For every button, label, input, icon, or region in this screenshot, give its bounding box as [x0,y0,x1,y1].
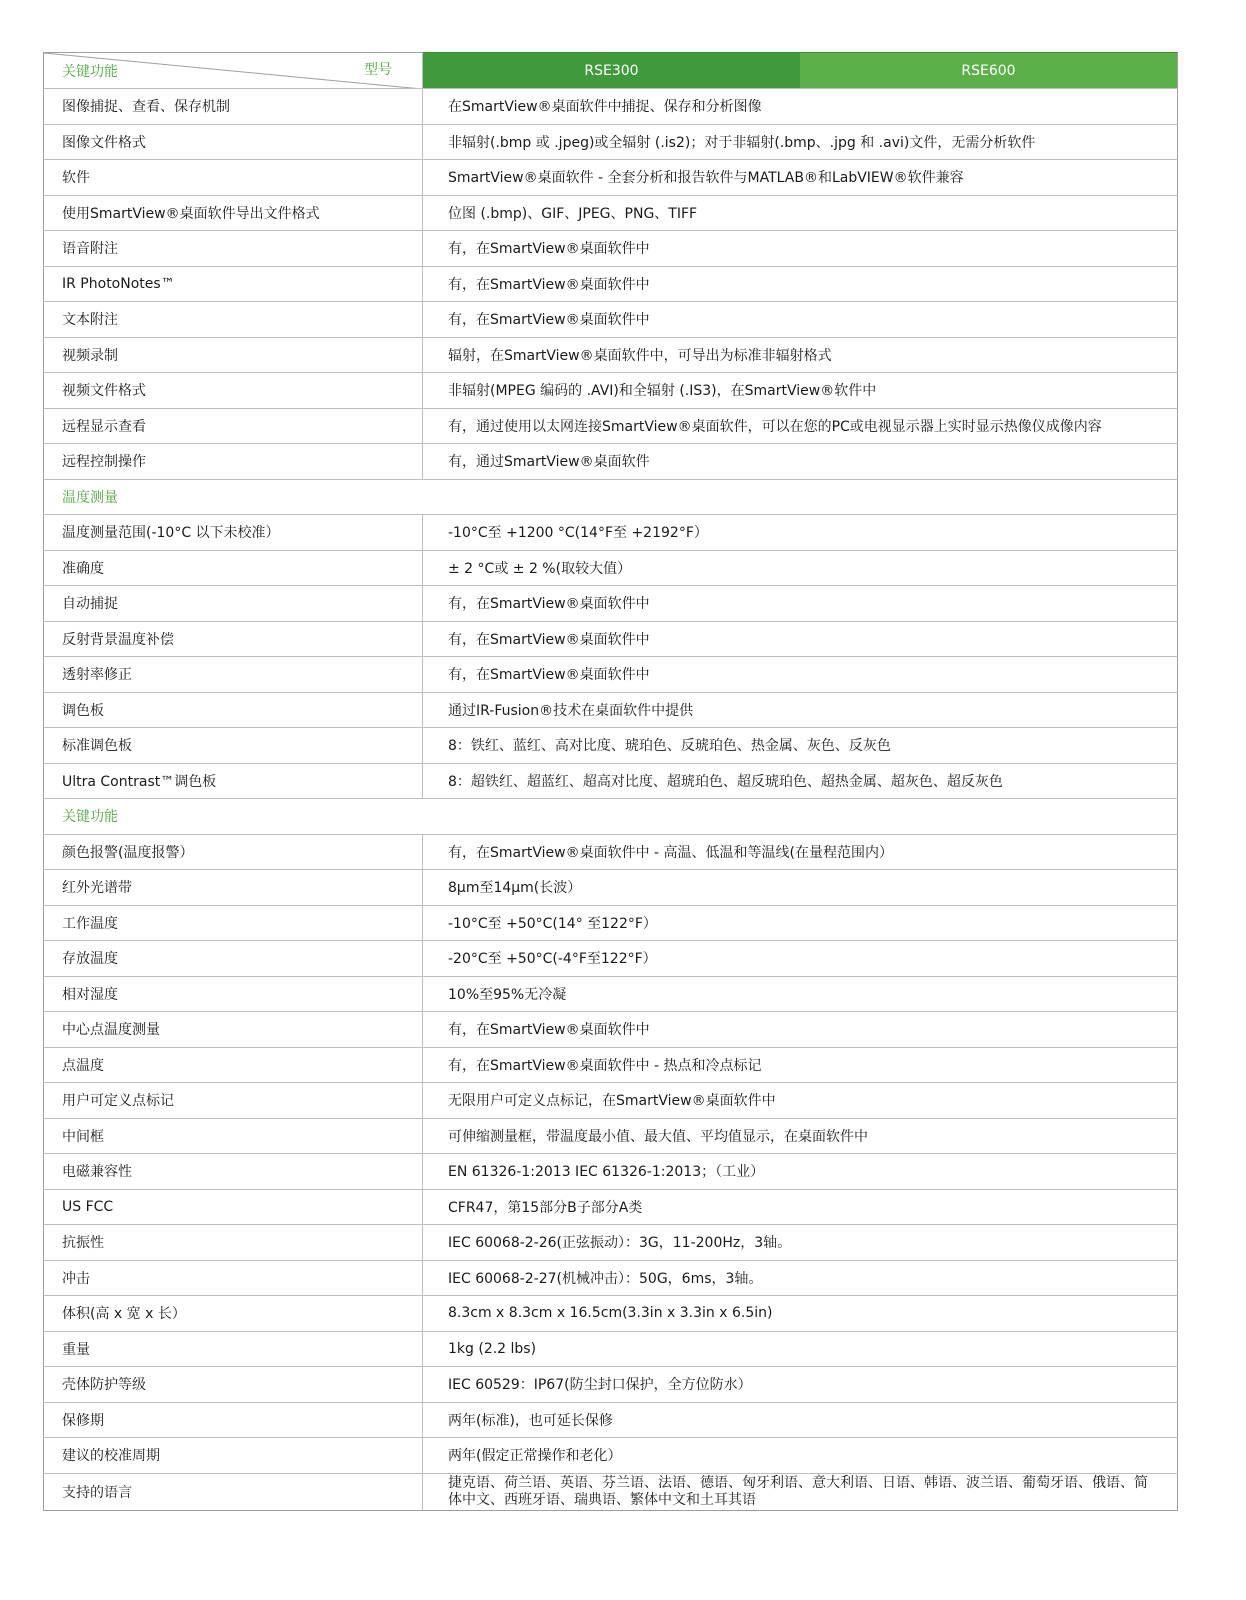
spec-value: 通过IR-Fusion®技术在桌面软件中提供 [423,692,1178,728]
spec-label: 软件 [44,160,423,196]
spec-value: 有，在SmartView®桌面软件中 - 高温、低温和等温线(在量程范围内） [423,834,1178,870]
spec-label: 图像文件格式 [44,124,423,160]
spec-row [44,621,1178,657]
spec-label: 文本附注 [44,302,423,338]
spec-value: 有，在SmartView®桌面软件中 - 热点和冷点标记 [423,1047,1178,1083]
spec-value: 可伸缩测量框，带温度最小值、最大值、平均值显示，在桌面软件中 [423,1118,1178,1154]
spec-row [44,905,1178,941]
spec-row [44,763,1178,799]
spec-label: 远程控制操作 [44,444,423,480]
spec-label: Ultra Contrast™调色板 [44,763,423,799]
section-heading: 关键功能 [44,799,1178,835]
spec-label: 用户可定义点标记 [44,1083,423,1119]
section-heading-row [44,799,1178,835]
spec-value: 有，在SmartView®桌面软件中 [423,1012,1178,1048]
spec-value: IEC 60068-2-26(正弦振动）：3G，11-200Hz，3轴。 [423,1225,1178,1261]
spec-row [44,373,1178,409]
spec-label: 电磁兼容性 [44,1154,423,1190]
spec-value: 8μm至14μm(长波） [423,870,1178,906]
spec-row [44,834,1178,870]
spec-label: 温度测量范围(-10°C 以下未校准） [44,515,423,551]
spec-label: 标准调色板 [44,728,423,764]
spec-label: 视频录制 [44,337,423,373]
spec-label: 图像捕捉、查看、保存机制 [44,89,423,125]
spec-row [44,1225,1178,1261]
spec-row [44,586,1178,622]
spec-label: 支持的语言 [44,1473,423,1511]
spec-value: -10°C至 +1200 °C(14°F至 +2192°F） [423,515,1178,551]
spec-label: 中心点温度测量 [44,1012,423,1048]
spec-value: 1kg (2.2 lbs) [423,1331,1178,1367]
spec-row [44,124,1178,160]
spec-row [44,1367,1178,1403]
spec-row [44,976,1178,1012]
corner-feature-label: 关键功能 [62,64,118,80]
table-header [44,53,1178,89]
spec-label: 自动捕捉 [44,586,423,622]
spec-value: 两年(假定正常操作和老化） [423,1438,1178,1474]
spec-label: 点温度 [44,1047,423,1083]
spec-label: 工作温度 [44,905,423,941]
spec-value: 有，通过使用以太网连接SmartView®桌面软件，可以在您的PC或电视显示器上实时显示热像仪成像内容 [423,408,1178,444]
spec-row [44,302,1178,338]
spec-value: IEC 60529：IP67(防尘封口保护，全方位防水） [423,1367,1178,1403]
spec-row [44,550,1178,586]
spec-label: 中间框 [44,1118,423,1154]
spec-value: 有，在SmartView®桌面软件中 [423,621,1178,657]
spec-label: 准确度 [44,550,423,586]
spec-value: 8.3cm x 8.3cm x 16.5cm(3.3in x 3.3in x 6.5in) [423,1296,1178,1332]
header-corner-cell [44,53,423,89]
spec-value: 非辐射(MPEG 编码的 .AVI)和全辐射 (.IS3)，在SmartView®软件中 [423,373,1178,409]
spec-value: 非辐射(.bmp 或 .jpeg)或全辐射 (.is2)；对于非辐射(.bmp、.jpg 和 .avi)文件，无需分析软件 [423,124,1178,160]
spec-label: 颜色报警(温度报警） [44,834,423,870]
spec-label: 保修期 [44,1402,423,1438]
spec-row [44,1118,1178,1154]
spec-value: ± 2 °C或 ± 2 %(取较大值） [423,550,1178,586]
spec-row [44,692,1178,728]
spec-value: 8：铁红、蓝红、高对比度、琥珀色、反琥珀色、热金属、灰色、反灰色 [423,728,1178,764]
corner-model-label: 型号 [364,62,392,78]
spec-row [44,444,1178,480]
spec-row [44,1438,1178,1474]
spec-label: 使用SmartView®桌面软件导出文件格式 [44,195,423,231]
spec-row [44,870,1178,906]
spec-label: 冲击 [44,1260,423,1296]
section-heading: 温度测量 [44,479,1178,515]
spec-value: SmartView®桌面软件 - 全套分析和报告软件与MATLAB®和LabVIEW®软件兼容 [423,160,1178,196]
spec-label: 存放温度 [44,941,423,977]
spec-value: IEC 60068-2-27(机械冲击）：50G，6ms，3轴。 [423,1260,1178,1296]
spec-label: 红外光谱带 [44,870,423,906]
spec-label: 调色板 [44,692,423,728]
spec-row [44,515,1178,551]
spec-value: 有，在SmartView®桌面软件中 [423,231,1178,267]
model-header-rse600: RSE600 [800,53,1178,89]
model-header-rse300: RSE300 [423,53,801,89]
spec-value: 捷克语、荷兰语、英语、芬兰语、法语、德语、匈牙利语、意大利语、日语、韩语、波兰语、葡萄牙语、俄语、简体中文、西班牙语、瑞典语、繁体中文和土耳其语 [423,1473,1178,1511]
spec-value: EN 61326-1:2013 IEC 61326-1:2013；（工业） [423,1154,1178,1190]
spec-row [44,728,1178,764]
spec-label: 体积(高 x 宽 x 长） [44,1296,423,1332]
spec-value: CFR47，第15部分B子部分A类 [423,1189,1178,1225]
spec-row [44,1047,1178,1083]
spec-row [44,408,1178,444]
spec-value: 有，在SmartView®桌面软件中 [423,302,1178,338]
section-heading-row [44,479,1178,515]
spec-row [44,1402,1178,1438]
spec-row [44,195,1178,231]
spec-value: 有，在SmartView®桌面软件中 [423,266,1178,302]
spec-row [44,1331,1178,1367]
spec-label: 反射背景温度补偿 [44,621,423,657]
spec-label: 语音附注 [44,231,423,267]
spec-row [44,1012,1178,1048]
spec-value: 辐射，在SmartView®桌面软件中，可导出为标准非辐射格式 [423,337,1178,373]
spec-value: 有，通过SmartView®桌面软件 [423,444,1178,480]
spec-row [44,160,1178,196]
spec-row [44,231,1178,267]
spec-row [44,1296,1178,1332]
spec-row [44,337,1178,373]
spec-body [44,89,1178,1511]
spec-row [44,657,1178,693]
spec-row [44,1154,1178,1190]
spec-value: 有，在SmartView®桌面软件中 [423,657,1178,693]
spec-row [44,89,1178,125]
spec-value: 位图 (.bmp)、GIF、JPEG、PNG、TIFF [423,195,1178,231]
spec-label: US FCC [44,1189,423,1225]
spec-label: 透射率修正 [44,657,423,693]
spec-label: 壳体防护等级 [44,1367,423,1403]
spec-label: 相对湿度 [44,976,423,1012]
spec-value: 10%至95%无冷凝 [423,976,1178,1012]
spec-label: IR PhotoNotes™ [44,266,423,302]
spec-value: -20°C至 +50°C(-4°F至122°F） [423,941,1178,977]
spec-label: 视频文件格式 [44,373,423,409]
spec-label: 远程显示查看 [44,408,423,444]
spec-row [44,266,1178,302]
spec-value: -10°C至 +50°C(14° 至122°F） [423,905,1178,941]
spec-value: 两年(标准)，也可延长保修 [423,1402,1178,1438]
spec-row [44,1473,1178,1511]
spec-row [44,941,1178,977]
spec-value: 在SmartView®桌面软件中捕捉、保存和分析图像 [423,89,1178,125]
spec-row [44,1083,1178,1119]
spec-value: 8：超铁红、超蓝红、超高对比度、超琥珀色、超反琥珀色、超热金属、超灰色、超反灰色 [423,763,1178,799]
spec-label: 重量 [44,1331,423,1367]
spec-row [44,1189,1178,1225]
spec-value: 有，在SmartView®桌面软件中 [423,586,1178,622]
spec-value: 无限用户可定义点标记，在SmartView®桌面软件中 [423,1083,1178,1119]
spec-label: 建议的校准周期 [44,1438,423,1474]
spec-row [44,1260,1178,1296]
spec-table [43,52,1178,1511]
spec-label: 抗振性 [44,1225,423,1261]
